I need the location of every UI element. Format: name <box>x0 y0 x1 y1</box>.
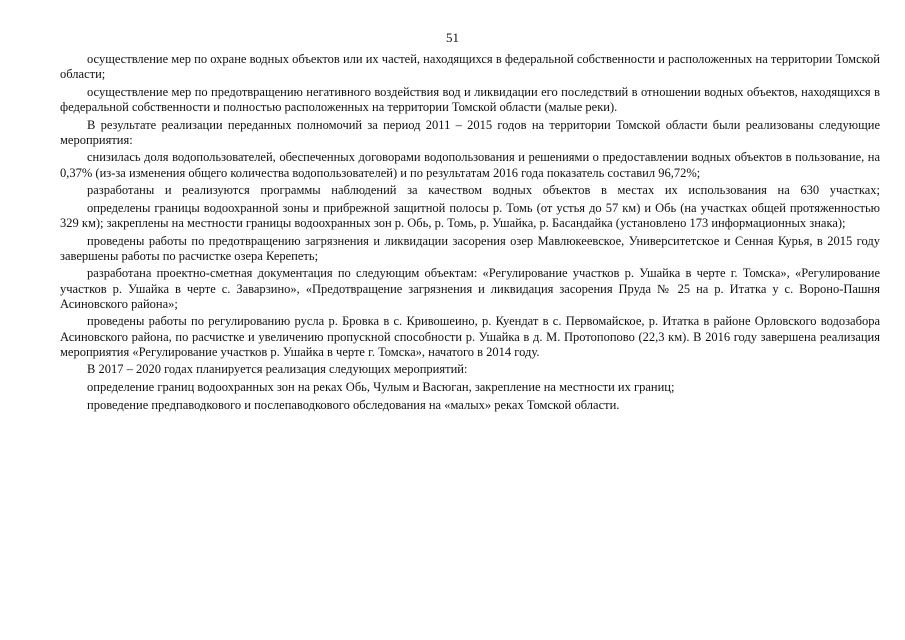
paragraph-protection-zones: определены границы водоохранной зоны и прибрежной защитной полосы р. Томь (от устья до 57 км) и Обь (на участках общей протяженностью 329 км); закреплены на местности границы водоохранных зон р. Обь, р. Томь, р. Ушайка, р. Басандайка (установлено 173 информационных знака); <box>60 200 880 230</box>
paragraph-riverbed-regulation: проведены работы по регулированию русла р. Бровка в с. Кривошеино, р. Куендат в с. Первомайское, р. Итатка в районе Орловского водозабора Асиновского района, по расчистке и увеличению пропускной способности р. Ушайка в д. М. Протопопово (22,3 км). В 2016 году завершена реализация мероприятия «Регулирование участков р. Ушайка в черте г. Томска», начатого в 2014 году. <box>60 314 880 359</box>
paragraph-negative-impact-prevention: осуществление мер по предотвращению негативного воздействия вод и ликвидации его последствий в отношении водных объектов, находящихся в федеральной собственности и полностью расположенных на территории Томской области (малые реки). <box>60 84 880 114</box>
paragraph-monitoring-programs: разработаны и реализуются программы наблюдений за качеством водных объектов в местах их использования на 630 участках; <box>87 183 880 198</box>
page-number: 51 <box>446 30 459 45</box>
paragraph-water-users-share: снизилась доля водопользователей, обеспеченных договорами водопользования и решениями о предоставлении водных объектов в пользование, на 0,37% (из-за изменения общего количества водопользователей) и по результатам 2016 года показатель составил 96,72%; <box>60 150 880 180</box>
paragraph-project-documentation: разработана проектно-сметная документация по следующим объектам: «Регулирование участков р. Ушайка в черте г. Томска», «Регулирование участков р. Ушайка в черте с. Заварзино», «Предотвращение загрязнения и ликвидация засорения Пруда № 25 на р. Итатка у с. Вороно-Пашня Асиновского района»; <box>60 266 880 311</box>
paragraph-zone-boundaries: определение границ водоохранных зон на реках Обь, Чулым и Васюган, закрепление на местности их границ; <box>87 379 675 394</box>
paragraph-water-protection: осуществление мер по охране водных объектов или их частей, находящихся в федеральной собственности и расположенных на территории Томской области; <box>60 52 880 82</box>
document-body <box>60 52 880 415</box>
paragraph-results-intro: В результате реализации переданных полномочий за период 2011 – 2015 годов на территории Томской области были реализованы следующие мероприятия: <box>60 117 880 147</box>
paragraph-lakes-cleanup: проведены работы по предотвращению загрязнения и ликвидации засорения озер Мавлюкеевское, Университетское и Сенная Курья, в 2015 году завершены работы по расчистке озера Керепеть; <box>60 233 880 263</box>
paragraph-flood-surveys: проведение предпаводкового и послепаводкового обследования на «малых» реках Томской области. <box>87 397 620 412</box>
paragraph-planned-intro: В 2017 – 2020 годах планируется реализация следующих мероприятий: <box>87 362 468 377</box>
